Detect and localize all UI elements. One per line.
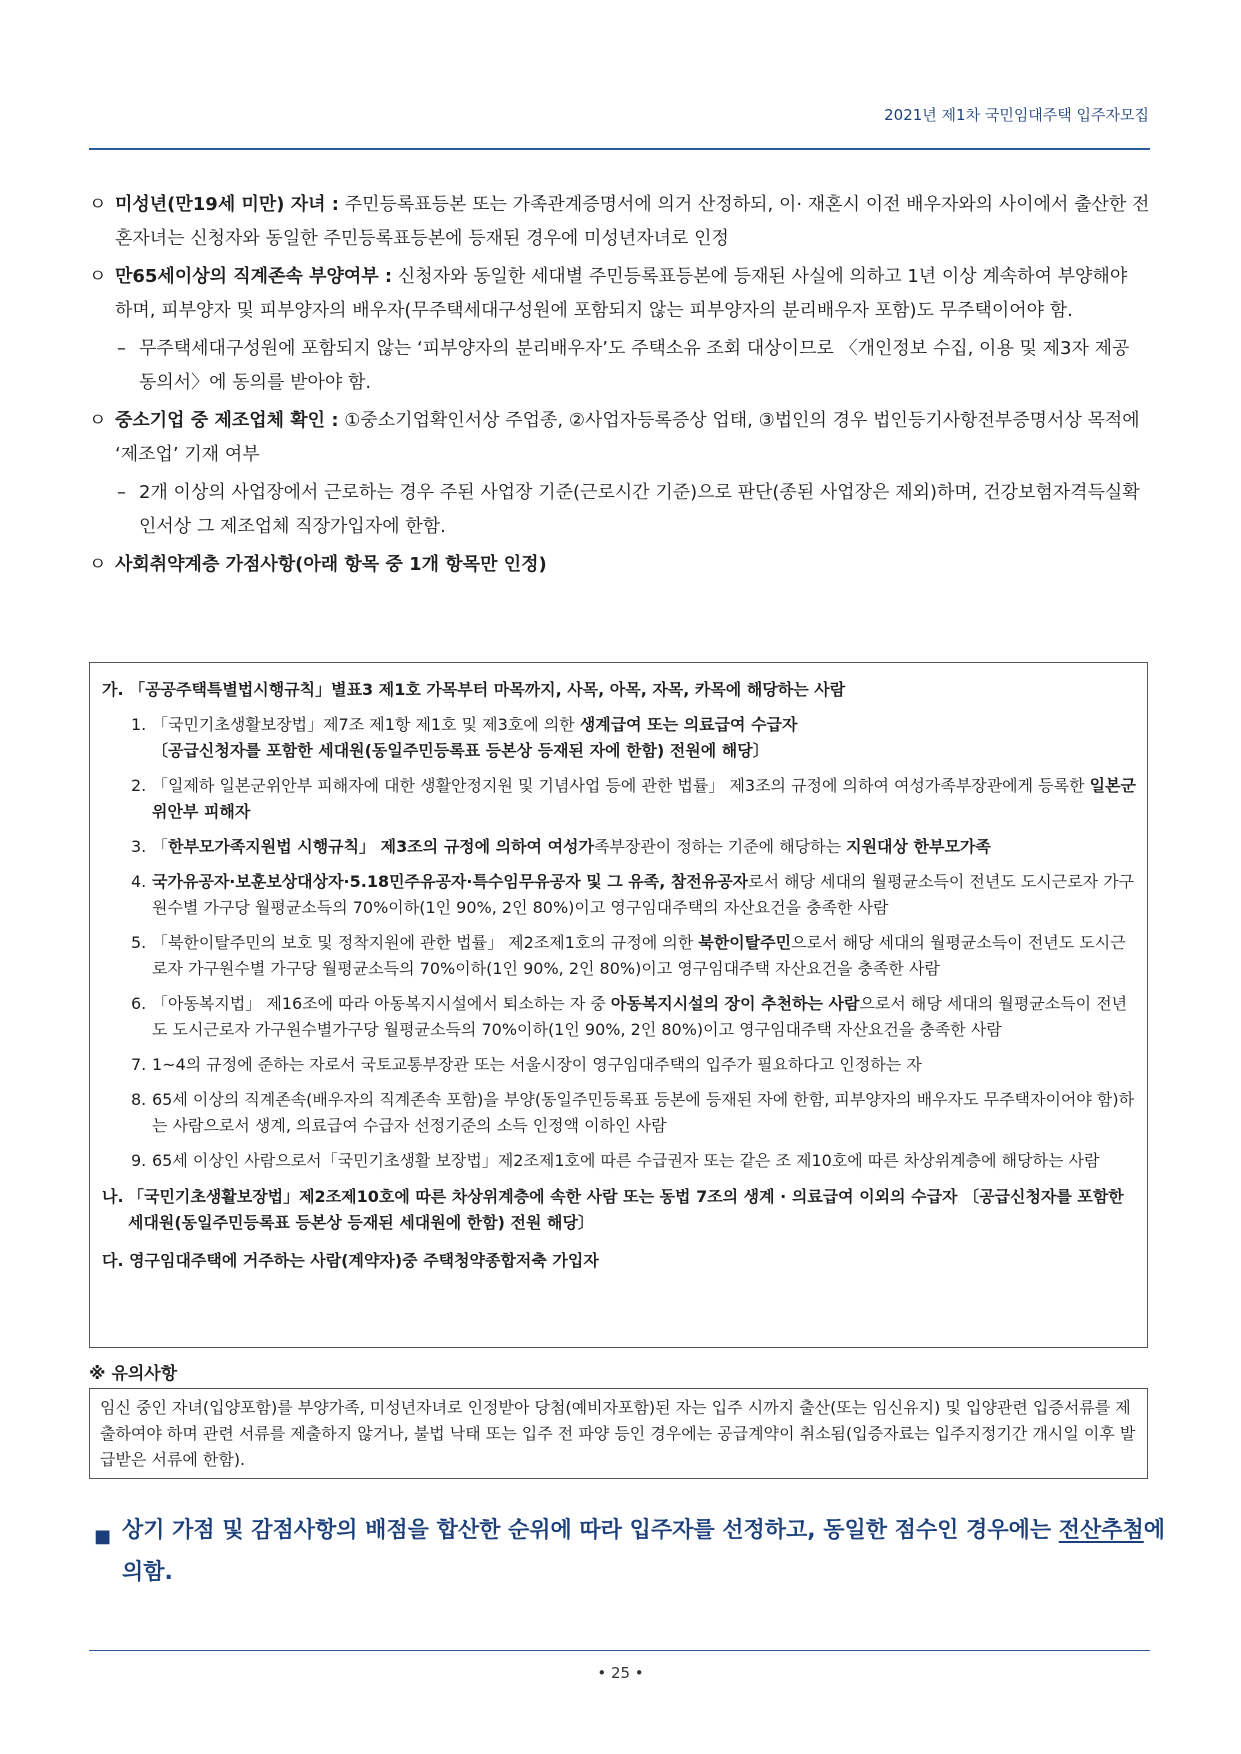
manufacturer-check-note (89, 476, 1150, 544)
notice-text: 임신 중인 자녀(입양포함)를 부양가족, 미성년자녀로 인정받아 당첨(예비자포함)된 자는 입주 시까지 출산(또는 임신유지) 및 입양관련 입증서류를 제출하여야 하며 관련 서류를 제출하지 않거나, 불법 낙태 또는 입주 전 파양 등인 경우에는 공급계약이 취소됨(입증자료는 입주지정기간 개시일 이후 발급받은 서류에 한함). (100, 1398, 1136, 1469)
circle-bullet: ㅇ (89, 554, 107, 575)
manufacturer-check-item (89, 404, 1150, 472)
conclusion-text: 상기 가점 및 감점사항의 배점을 합산한 순위에 따라 입주자를 선정하고, 동일한 점수인 경우에는 (122, 1518, 1059, 1543)
list-item (102, 869, 1137, 921)
item-text: 「일제하 일본군위안부 피해자에 대한 생활안정지원 및 기념사업 등에 관한 법률」 제3조의 규정에 의하여 여성가족부장관에게 등록한 (152, 776, 1090, 795)
item-text: 65세 이상의 직계존속(배우자의 직계존속 포함)을 부양(동일주민등록표 등본에 등재된 자에 한함, 피부양자의 배우자도 무주택자이어야 함)하는 사람으로서 생계, 의료급여 수급자 선정기준의 소득 인정액 이하인 사람 (152, 1090, 1135, 1135)
item-label: 미성년(만19세 미만) 자녀 : (115, 194, 339, 215)
item-text: 족부장관이 정하는 기준에 해당하는 (593, 837, 847, 856)
circle-bullet: ㅇ (89, 194, 107, 215)
notice-box (89, 1388, 1148, 1479)
list-item (102, 1052, 1137, 1078)
minor-children-item (89, 188, 1150, 256)
elderly-support-item (89, 260, 1150, 328)
item-bold-text: 국가유공자·보훈보상대상자·5.18민주유공자·특수임무유공자 및 그 유족, 참전유공자 (152, 872, 749, 891)
item-text: 으로서 해당 세대의 월평균소득이 전년도 도시근로자 가구원수별가구당 월평균소득의 70%이하(1인 90%, 2인 80%)이고 영구임대주택 자산요건을 충족한 사람 (152, 994, 1128, 1039)
criteria-section (89, 188, 1150, 586)
list-item (102, 834, 1137, 860)
circle-bullet: ㅇ (89, 266, 107, 287)
group-text: 「국민기초생활보장법」제2조제10호에 따른 차상위계층에 속한 사람 또는 동법 7조의 생계 · 의료급여 이외의 수급자 〔공급신청자를 포함한 세대원(동일주민등록표 등본상 등재된 세대원에 한함) 전원 해당〕 (128, 1187, 1124, 1232)
group-da-heading: 다. 영구임대주택에 거주하는 사람(계약자)중 주택청약종합저축 가입자 (102, 1251, 599, 1270)
item-number: 2. (131, 776, 147, 795)
item-number: 4. (131, 872, 147, 891)
item-bold-text: 〔공급신청자를 포함한 세대원(동일주민등록표 등본상 등재된 자에 한함) 전원에 해당〕 (152, 741, 769, 760)
list-item (102, 773, 1137, 825)
item-label: 사회취약계층 가점사항(아래 항목 중 1개 항목만 인정) (115, 554, 547, 575)
item-number: 5. (131, 933, 147, 952)
item-number: 6. (131, 994, 147, 1013)
item-bold-text: 북한이탈주민 (698, 933, 792, 952)
item-bold-text: 아동복지시설의 장이 추천하는 사람 (610, 994, 860, 1013)
dash-bullet: – (117, 482, 126, 503)
item-text: 주민등록표등본 또는 가족관계증명서에 의거 산정하되, 이· 재혼시 이전 배우자와의 사이에서 출산한 전혼자녀는 신청자와 동일한 주민등록표등본에 등재된 경우에 미성년자녀로 인정 (115, 194, 1150, 249)
item-text: 신청자와 동일한 세대별 주민등록표등본에 등재된 사실에 의하고 1년 이상 계속하여 부양해야 하며, 피부양자 및 피부양자의 배우자(무주택세대구성원에 포함되지 않는 피부양자의 분리배우자 포함)도 무주택이어야 함. (115, 266, 1128, 321)
elderly-support-note (89, 332, 1150, 400)
list-item (102, 991, 1137, 1043)
dash-bullet: – (117, 338, 126, 359)
conclusion-underlined: 전산추첨 (1058, 1518, 1144, 1543)
item-text: 1~4의 규정에 준하는 자로서 국토교통부장관 또는 서울시장이 영구임대주택의 입주가 필요하다고 인정하는 자 (152, 1055, 922, 1074)
circle-bullet: ㅇ (89, 410, 107, 431)
item-label: 중소기업 중 제조업체 확인 : (115, 410, 339, 431)
note-text: 2개 이상의 사업장에서 근로하는 경우 주된 사업장 기준(근로시간 기준)으로 판단(종된 사업장은 제외)하며, 건강보험자격득실확인서상 그 제조업체 직장가입자에 한함. (139, 482, 1140, 537)
header-divider (89, 148, 1150, 150)
item-text: 65세 이상인 사람으로서「국민기초생활 보장법」제2조제1호에 따른 수급권자 또는 같은 조 제10호에 따른 차상위계층에 해당하는 사람 (152, 1151, 1100, 1170)
group-ga-heading: 가. 「공공주택특별법시행규칙」별표3 제1호 가목부터 마목까지, 사목, 아목, 자목, 카목에 해당하는 사람 (102, 680, 846, 699)
group-na-heading (102, 1184, 1137, 1236)
list-item (102, 1148, 1137, 1174)
vulnerable-class-box (89, 662, 1148, 1348)
item-bold-text: 지원대상 한부모가족 (846, 837, 991, 856)
item-text: 로서 해당 세대의 월평균소득이 전년도 도시근로자 가구원수별 가구당 월평균소득의 70%이하(1인 90%, 2인 80%)이고 영구임대주택의 자산요건을 충족한 사람 (152, 872, 1135, 917)
list-item (102, 712, 1137, 764)
item-number: 3. (131, 837, 147, 856)
item-bold-text: 생계급여 또는 의료급여 수급자 (579, 715, 798, 734)
notice-heading: ※ 유의사항 (89, 1364, 178, 1384)
item-text: 「국민기초생활보장법」제7조 제1항 제1호 및 제3호에 의한 (152, 715, 580, 734)
group-label: 나. (102, 1187, 124, 1206)
item-text: 「아동복지법」 제16조에 따라 아동복지시설에서 퇴소하는 자 중 (152, 994, 611, 1013)
item-label: 만65세이상의 직계존속 부양여부 : (115, 266, 393, 287)
item-bold-text: 한부모가족지원법 시행규칙」 제3조의 규정에 의하여 여성가 (168, 837, 594, 856)
document-header-title: 2021년 제1차 국민임대주택 입주자모집 (884, 106, 1149, 124)
list-item (102, 1087, 1137, 1139)
item-bold-text: 일본군위안부 피해자 (152, 776, 1137, 821)
conclusion-statement (94, 1510, 1182, 1594)
list-item (102, 930, 1137, 982)
item-text: 「북한이탈주민의 보호 및 정착지원에 관한 법률」 제2조제1호의 규정에 의한 (152, 933, 699, 952)
item-text: ①중소기업확인서상 주업종, ②사업자등록증상 업태, ③법인의 경우 법인등기사항전부증명서상 목적에 ‘제조업’ 기재 여부 (115, 410, 1140, 465)
item-number: 7. (131, 1055, 147, 1074)
footer-divider (89, 1650, 1150, 1651)
note-text: 무주택세대구성원에 포함되지 않는 ‘피부양자의 분리배우자’도 주택소유 조회 대상이므로 〈개인정보 수집, 이용 및 제3자 제공 동의서〉에 동의를 받아야 함. (139, 338, 1130, 393)
item-number: 8. (131, 1090, 147, 1109)
square-bullet-icon: ■ (94, 1526, 112, 1547)
page-number: • 25 • (597, 1664, 644, 1682)
item-number: 9. (131, 1151, 147, 1170)
item-text: 으로서 해당 세대의 월평균소득이 전년도 도시근로자 가구원수별 가구당 월평균소득의 70%이하(1인 90%, 2인 80%)이고 영구임대주택 자산요건을 충족한 사람 (152, 933, 1126, 978)
conclusion-tail: 에 의함. (122, 1518, 1166, 1585)
vulnerable-class-item (89, 548, 1150, 582)
item-number: 1. (131, 715, 147, 734)
item-text: 「 (152, 837, 169, 856)
